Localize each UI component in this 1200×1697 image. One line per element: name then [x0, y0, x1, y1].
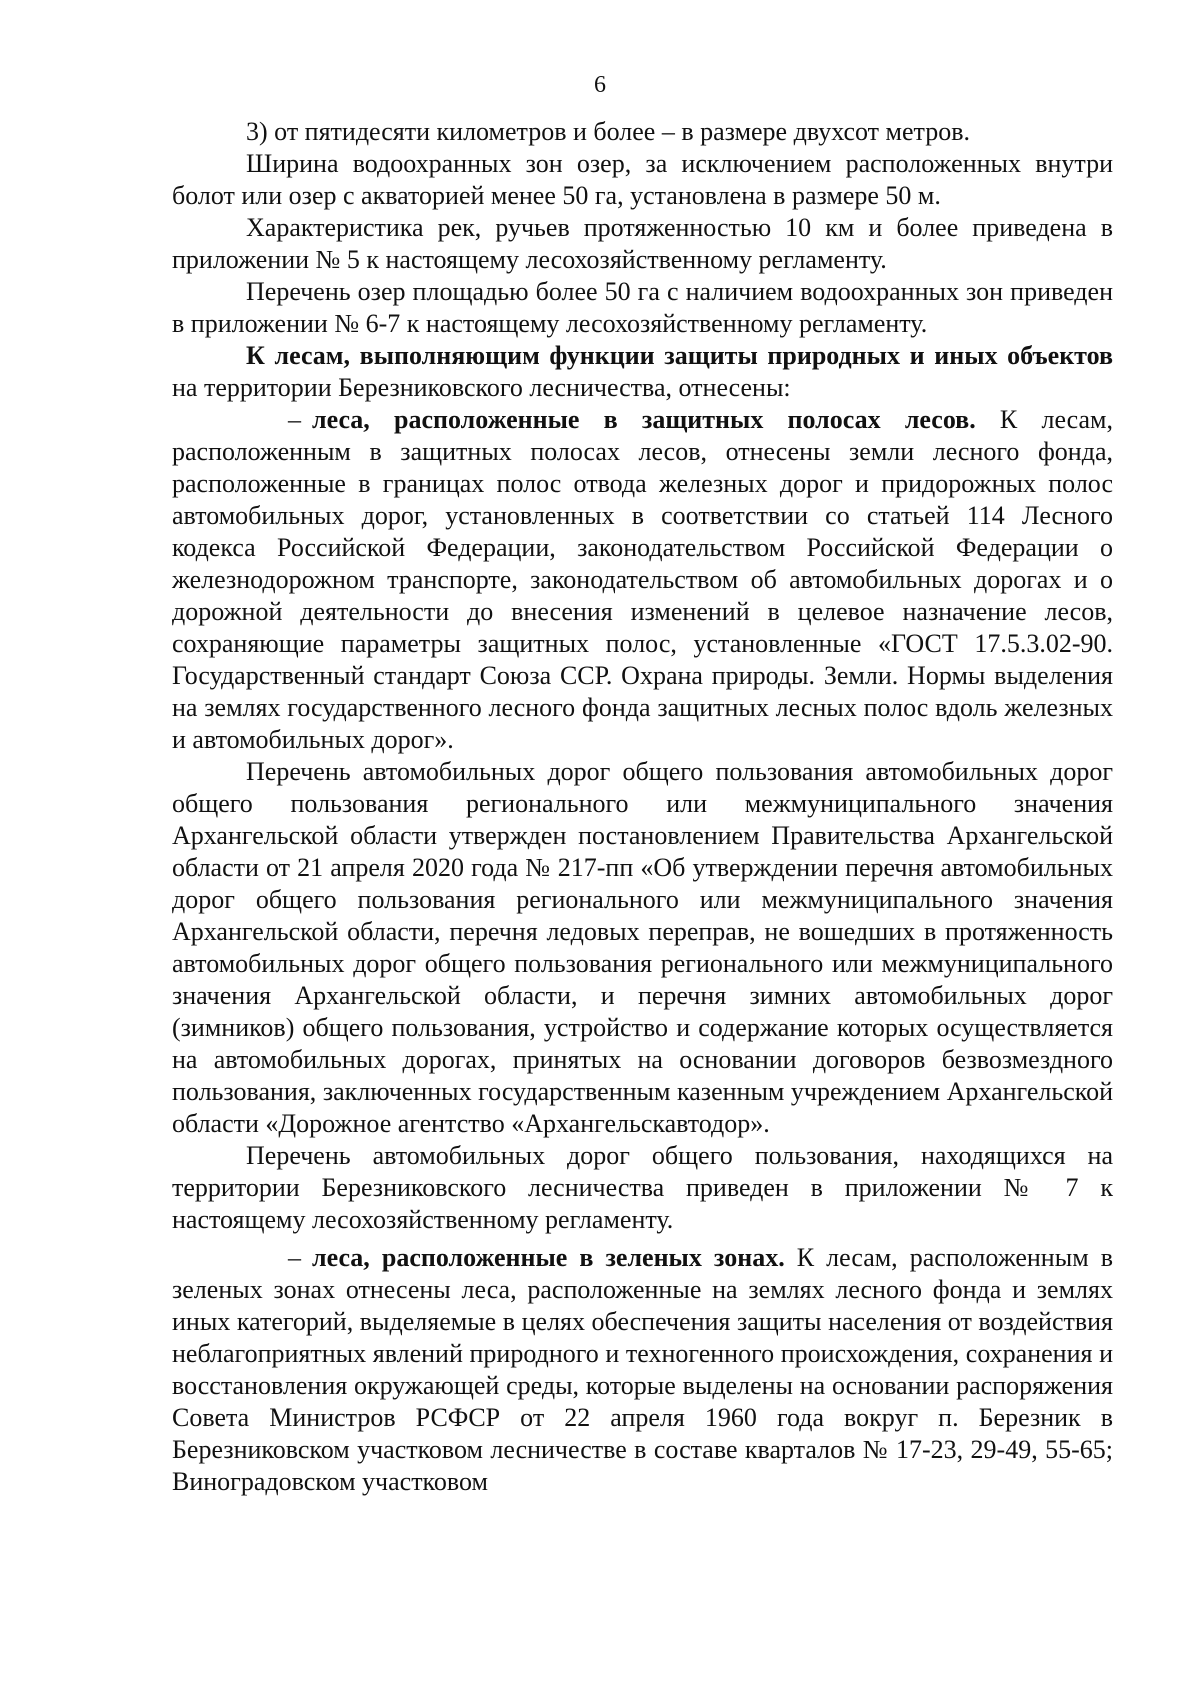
- paragraph-text: на территории Березниковского лесничества, отнесены:: [172, 373, 791, 402]
- dash-bullet: –: [288, 1243, 301, 1272]
- paragraph-rivers-characteristics: [172, 212, 1113, 276]
- paragraph-text: Характеристика рек, ручьев протяженностью 10 км и более приведена в приложении № 5 к настоящему лесохозяйственному регламенту.: [172, 213, 1113, 274]
- document-body: [172, 116, 1113, 1498]
- paragraph-text: К лесам, расположенным в зеленых зонах отнесены леса, расположенные на землях лесного фонда и землях иных категорий, выделяемые в целях обеспечения защиты населения от воздействия неблагоприятных явлений природного и техногенного происхождения, сохранения и восстановления окружающей среды, которые выделены на основании распоряжения Совета Министров РСФСР от 22 апреля 1960 года вокруг п. Березник в Березниковском участковом лесничестве в составе кварталов № 17-23, 29-49, 55-65; Виноградовском участковом: [172, 1243, 1113, 1496]
- bold-lead: К лесам, выполняющим функции защиты природных и иных объектов: [246, 341, 1113, 370]
- paragraph-text: Перечень автомобильных дорог общего пользования автомобильных дорог общего пользования регионального или межмуниципального значения Архангельской области утвержден постановлением Правительства Архангельской области от 21 апреля 2020 года № 217-пп «Об утверждении перечня автомобильных дорог общего пользования регионального или межмуниципального значения Архангельской области, перечня ледовых переправ, не вошедших в протяженность автомобильных дорог общего пользования регионального или межмуниципального значения Архангельской области, и перечня зимних автомобильных дорог (зимников) общего пользования, устройство и содержание которых осуществляется на автомобильных дорогах, принятых на основании договоров безвозмездного пользования, заключенных государственным казенным учреждением Архангельской области «Дорожное агентство «Архангельскавтодор».: [172, 757, 1113, 1138]
- paragraph-text: Ширина водоохранных зон озер, за исключением расположенных внутри болот или озер с акваторией менее 50 га, установлена в размере 50 м.: [172, 149, 1113, 210]
- paragraph-roads-list-resolution: [172, 756, 1113, 1140]
- paragraph-text: 3) от пятидесяти километров и более – в размере двухсот метров.: [246, 117, 970, 146]
- paragraph-lake-zone-width: [172, 148, 1113, 212]
- bold-lead: леса, расположенные в защитных полосах лесов.: [312, 405, 976, 434]
- paragraph-water-zone-distance: [172, 116, 1113, 148]
- dash-bullet: –: [288, 405, 301, 434]
- paragraph-lakes-list: [172, 276, 1113, 340]
- list-item-green-zones: [172, 1242, 1113, 1498]
- paragraph-text: Перечень автомобильных дорог общего пользования, находящихся на территории Березниковского лесничества приведен в приложении № 7 к настоящему лесохозяйственному регламенту.: [172, 1141, 1113, 1234]
- paragraph-roads-appendix: [172, 1140, 1113, 1236]
- paragraph-protection-forests-heading: [172, 340, 1113, 404]
- paragraph-text: К лесам, расположенным в защитных полосах лесов, отнесены земли лесного фонда, расположенные в границах полос отвода железных дорог и придорожных полос автомобильных дорог, установленных в соответствии со статьей 114 Лесного кодекса Российской Федерации, законодательством Российской Федерации о железнодорожном транспорте, законодательством об автомобильных дорогах и о дорожной деятельности до внесения изменений в целевое назначение лесов, сохраняющие параметры защитных полос, установленные «ГОСТ 17.5.3.02-90. Государственный стандарт Союза ССР. Охрана природы. Земли. Нормы выделения на землях государственного лесного фонда защитных лесных полос вдоль железных и автомобильных дорог».: [172, 405, 1113, 754]
- page-number: 6: [594, 72, 606, 98]
- paragraph-text: Перечень озер площадью более 50 га с наличием водоохранных зон приведен в приложении № 6-7 к настоящему лесохозяйственному регламенту.: [172, 277, 1113, 338]
- bold-lead: леса, расположенные в зеленых зонах.: [312, 1243, 785, 1272]
- list-item-protective-strips: [172, 404, 1113, 756]
